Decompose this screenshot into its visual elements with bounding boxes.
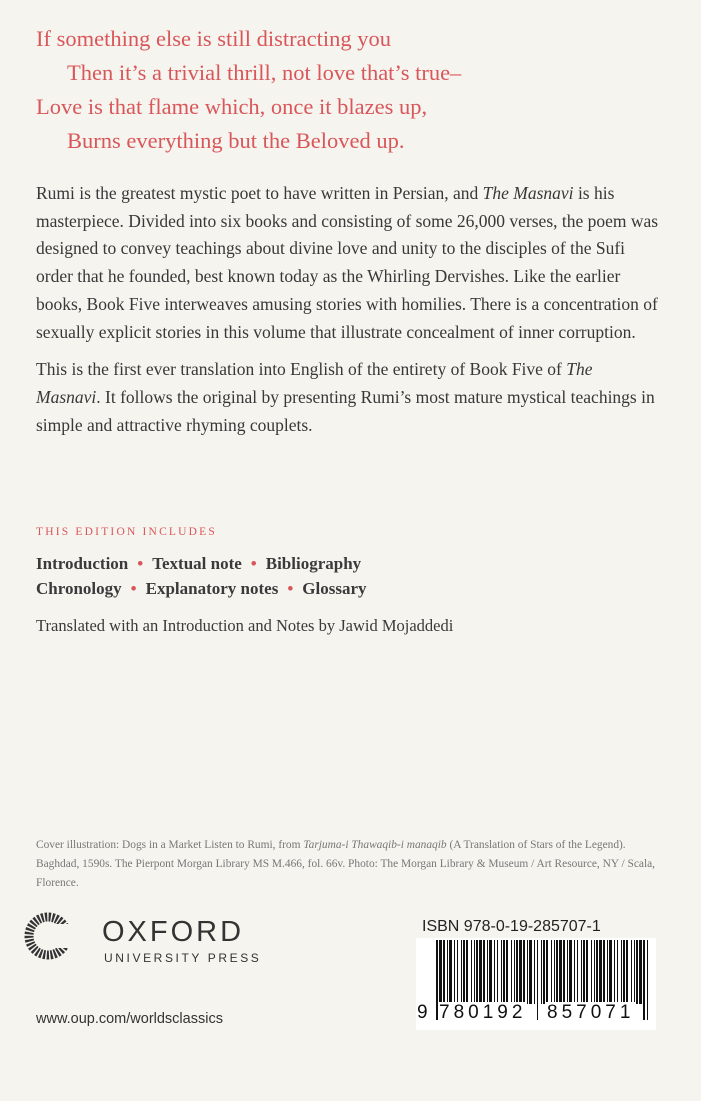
barcode-bar (527, 940, 528, 1004)
barcode-bar (599, 940, 602, 1004)
include-item: Explanatory notes (145, 579, 279, 598)
barcode-bar (626, 940, 628, 1004)
barcode-bar (516, 940, 518, 1004)
include-item: Introduction (36, 554, 129, 573)
barcode-bar (489, 940, 492, 1004)
barcode-bar (559, 940, 562, 1004)
barcode-bar (529, 940, 532, 1004)
barcode-bar (581, 940, 582, 1004)
barcode-bar (607, 940, 608, 1004)
barcode-digit-first: 9 (417, 1002, 428, 1023)
barcode-bar (471, 940, 472, 1004)
barcode-bar (443, 940, 445, 1004)
publisher-name: OXFORD (102, 916, 245, 948)
barcode-bar (639, 940, 642, 1004)
barcode-bar (591, 940, 592, 1004)
barcode-bar (474, 940, 475, 1004)
barcode-bar (511, 940, 512, 1004)
barcode-digits (416, 1002, 656, 1028)
barcode-bar (497, 940, 498, 1004)
blurb (36, 180, 660, 449)
barcode-bar (567, 940, 568, 1004)
barcode-bar (487, 940, 488, 1004)
barcode-bar (623, 940, 625, 1004)
blurb-paragraph-2: This is the first ever translation into English of the entirety of Book Five of The Masnavi. It follows the original by presenting Rumi’s most mature mystical teachings in simple and attractive rhyming couplets. (36, 359, 655, 435)
barcode-bar (617, 940, 618, 1004)
bullet-icon: • (287, 579, 294, 598)
barcode-bar (586, 940, 588, 1004)
barcode-bar (461, 940, 462, 1004)
include-item: Textual note (152, 554, 242, 573)
barcode-bar (454, 940, 455, 1004)
barcode-bar (494, 940, 495, 1004)
barcode-group-right: 857071 (547, 1002, 635, 1023)
bullet-icon: • (137, 554, 144, 573)
poem-line-3: Love is that flame which, once it blazes up, (36, 94, 428, 119)
barcode-bar (463, 940, 465, 1004)
barcode-bar (534, 940, 535, 1004)
barcode-bar (466, 940, 468, 1004)
book-title: The Masnavi (36, 359, 593, 407)
barcode-bar (551, 940, 552, 1004)
barcode-bar (574, 940, 575, 1004)
edition-includes-heading: THIS EDITION INCLUDES (36, 526, 217, 538)
barcode-bar (603, 940, 605, 1004)
barcode-bar (554, 940, 555, 1004)
poem-line-4: Burns everything but the Beloved up. (67, 128, 405, 153)
barcode-bar (569, 940, 572, 1004)
barcode-bar (631, 940, 632, 1004)
barcode-bar (609, 940, 612, 1004)
barcode-bar (483, 940, 485, 1004)
barcode-bar (621, 940, 622, 1004)
barcode-bar (449, 940, 452, 1004)
barcode-bar (514, 940, 515, 1004)
publisher-subname: UNIVERSITY PRESS (104, 951, 262, 965)
oxford-logo-icon (22, 910, 74, 962)
barcode-bar (523, 940, 525, 1004)
include-item: Chronology (36, 579, 122, 598)
barcode-bar (563, 940, 565, 1004)
barcode-bar (543, 940, 545, 1004)
includes-row-2 (36, 576, 367, 601)
barcode-bar (614, 940, 615, 1004)
include-item: Glossary (302, 579, 367, 598)
edition-includes-list (36, 551, 367, 601)
blurb-paragraph-1: Rumi is the greatest mystic poet to have written in Persian, and The Masnavi is his masterpiece. Divided into six books and consisting of some 26,000 verses, the poem was designed to convey teachings about divine love and unity to the disciples of the Sufi order that he founded, best known today as the Whirling Dervishes. Like the earlier books, Book Five interweaves amusing stories with homilies. There is a concentration of sexually explicit stories in this volume that illustrate concealment of inner corruption. (36, 183, 659, 342)
poem-line-1: If something else is still distracting you (36, 26, 391, 51)
bullet-icon: • (250, 554, 257, 573)
includes-row-1 (36, 551, 367, 576)
barcode-bar (519, 940, 522, 1004)
barcode-bar (479, 940, 482, 1004)
barcode-bar (583, 940, 585, 1004)
barcode-bar (577, 940, 578, 1004)
barcode-bar (634, 940, 635, 1004)
epigraph-poem (36, 22, 676, 158)
barcode-group-left: 780192 (439, 1002, 527, 1023)
include-item: Bibliography (265, 554, 362, 573)
barcode-bar (556, 940, 558, 1004)
barcode-bar (541, 940, 542, 1004)
barcode-bar (447, 940, 448, 1004)
isbn-label: ISBN 978-0-19-285707-1 (422, 918, 601, 935)
barcode-bar (476, 940, 478, 1004)
barcode-bar (506, 940, 508, 1004)
barcode-bar (457, 940, 458, 1004)
bullet-icon: • (130, 579, 137, 598)
barcode-bar (503, 940, 505, 1004)
barcode-bar (596, 940, 598, 1004)
book-title: The Masnavi (482, 183, 574, 203)
barcode-bar (501, 940, 502, 1004)
translator-credit: Translated with an Introduction and Notes by Jawid Mojaddedi (36, 616, 454, 635)
barcode-bar (546, 940, 548, 1004)
publisher-url[interactable]: www.oup.com/worldsclassics (36, 1011, 223, 1027)
barcode-bar (594, 940, 595, 1004)
cover-illustration-credit: Cover illustration: Dogs in a Market Listen to Rumi, from Tarjuma-i Thawaqib-i manaqib (A Translation of Stars of the Legend). Baghdad, 1590s. The Pierpont Morgan Library MS M.466, fol. 66v. Photo: The Morgan Library & Museum / Art Resource, NY / Scala, Florence. (36, 839, 656, 889)
barcode-bar (636, 940, 638, 1004)
poem-line-2: Then it’s a trivial thrill, not love that’s true– (67, 60, 462, 85)
barcode (416, 938, 656, 1030)
